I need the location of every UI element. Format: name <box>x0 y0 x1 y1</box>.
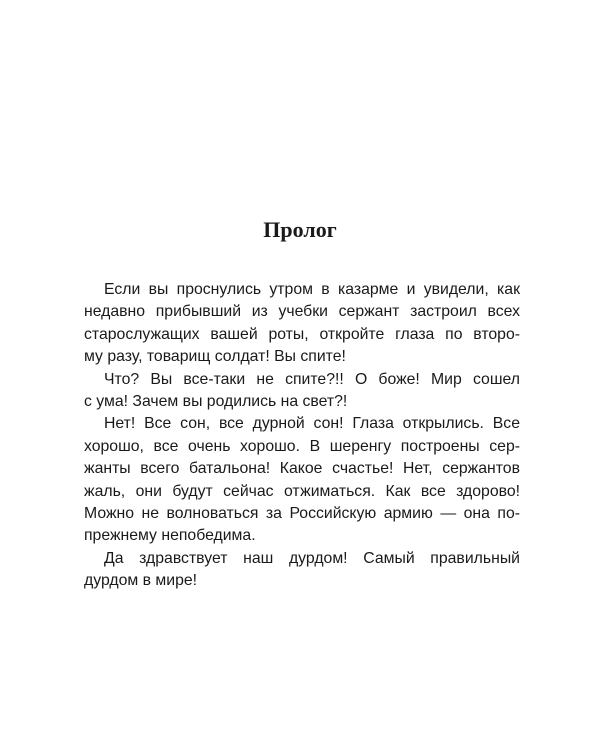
paragraph <box>84 369 520 414</box>
text-line: хорошо, все очень хорошо. В шеренгу построены сер- <box>84 437 520 455</box>
text-line: жаль, они будут сейчас отжиматься. Как все здорово! <box>84 482 520 500</box>
paragraph <box>84 279 520 369</box>
text-line: му разу, товарищ солдат! Вы спите! <box>84 348 346 366</box>
text-line: недавно прибывший из учебки сержант застроил всех <box>84 303 520 321</box>
text-line: Да здравствует наш дурдом! Самый правильный <box>104 549 520 567</box>
text-line: с ума! Зачем вы родились на свет?! <box>84 392 348 410</box>
text-line: прежнему непобедима. <box>84 527 256 545</box>
text-line: дурдом в мире! <box>84 572 198 590</box>
text-line: старослужащих вашей роты, откройте глаза по второ- <box>84 325 520 343</box>
text-line: Что? Вы все-таки не спите?!! О боже! Мир сошел <box>104 370 520 388</box>
chapter-title: Пролог <box>263 217 337 242</box>
text-line: Нет! Все сон, все дурной сон! Глаза открылись. Все <box>104 415 520 433</box>
text-line: Можно не волноваться за Российскую армию — она по- <box>84 504 520 522</box>
paragraph <box>84 413 520 547</box>
chapter-body <box>84 279 520 592</box>
text-line: жанты всего батальона! Какое счастье! Нет, сержантов <box>84 460 520 478</box>
paragraph <box>84 548 520 593</box>
text-line: Если вы проснулись утром в казарме и увидели, как <box>104 281 520 298</box>
